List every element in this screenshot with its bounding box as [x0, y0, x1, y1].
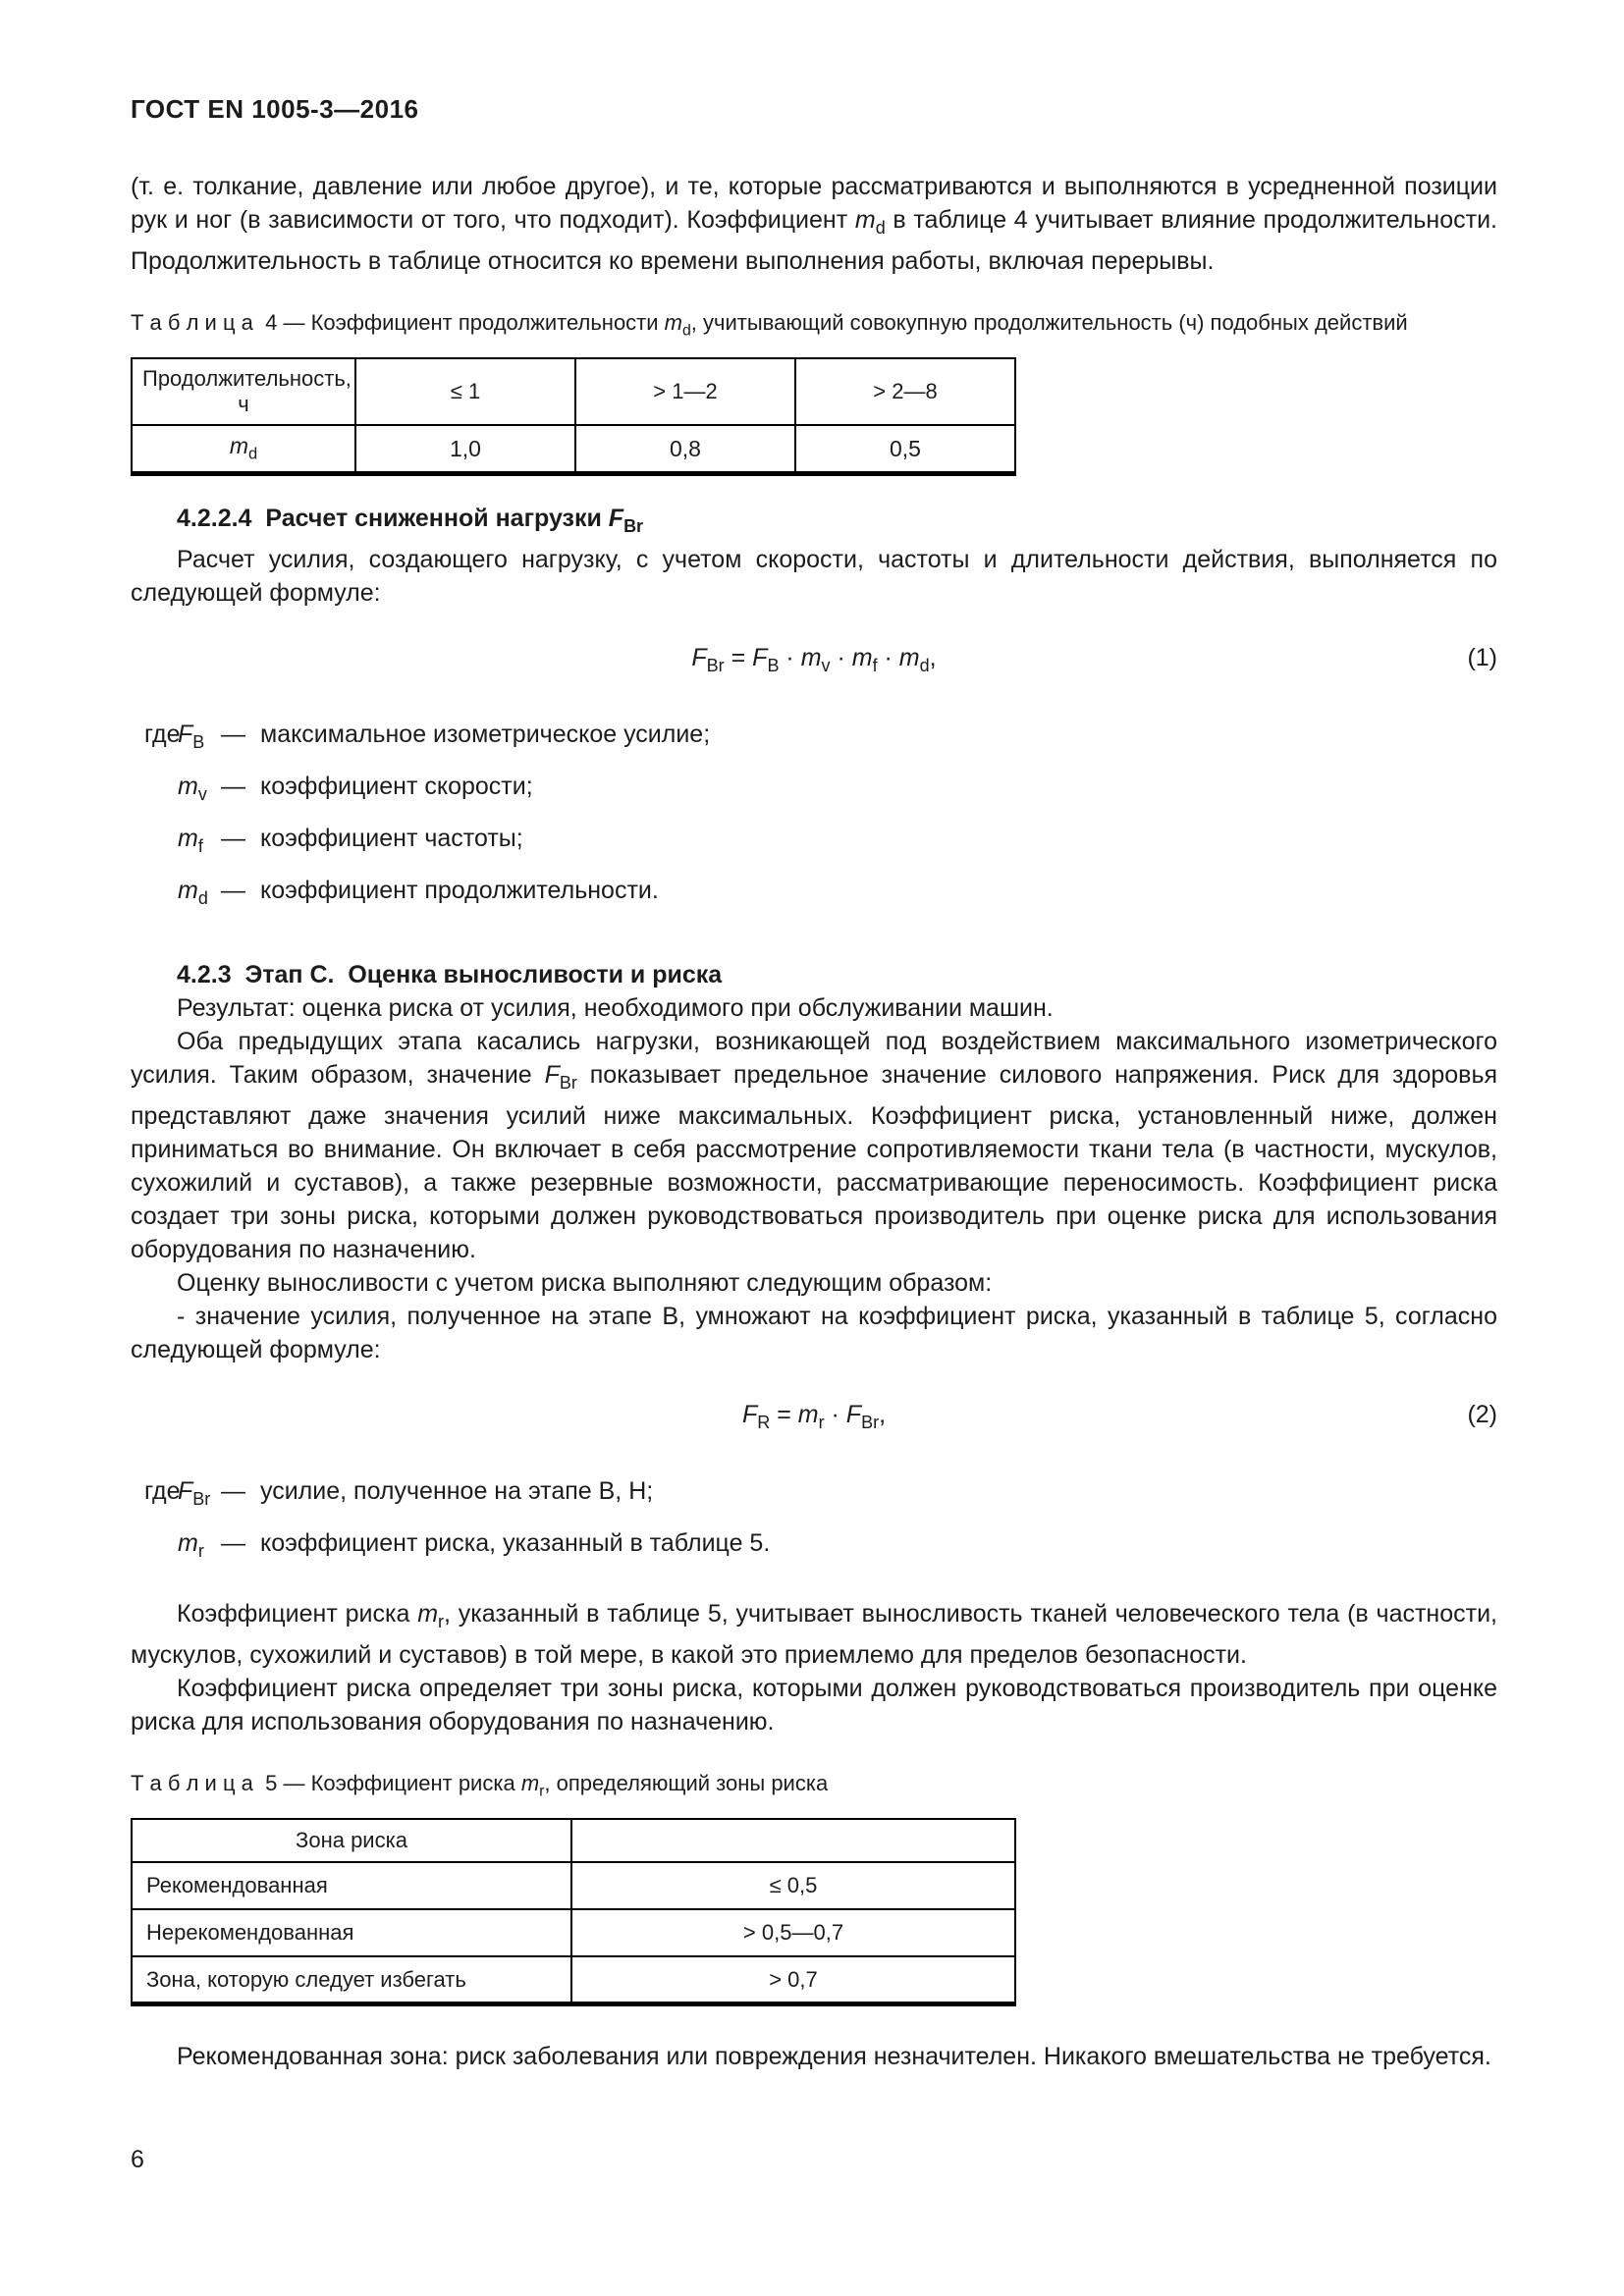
definition-symbol: $m_f$: [178, 824, 203, 856]
paragraph-closing: Рекомендованная зона: риск заболевания или повреждения незначителен. Никакого вмешательства не требуется.: [177, 2042, 1491, 2070]
definition-dash: —: [221, 1528, 245, 1557]
section-heading-423: 4.2.3 Этап С. Оценка выносливости и риска: [177, 960, 723, 988]
definition-symbol: $m_d$: [178, 876, 208, 908]
definition-lead: где: [144, 720, 181, 748]
paragraph-423-explanation: Оба предыдущих этапа касались нагрузки, возникающей под воздействием максимального изометрического усилия. Таким образом, значение $F_{Br}$ показывает предельное значение силового напряжения. Риск для здоровья представляют даже значения усилий ниже максимальных. Коэффициент риска, установленный ниже, должен приниматься во внимание. Он включает в себя рассмотрение сопротивляемости ткани тела (в частности, мускулов, сухожилий и суставов), а также резервные возможности, рассматривающие переносимость. Коэффициент риска создает три зоны риска, которыми должен руководствоваться производитель при оценке риска для использования оборудования по назначению.: [131, 1027, 1498, 1263]
paragraph-4224-intro: Расчет усилия, создающего нагрузку, с учетом скорости, частоты и длительности действия, выполняется по следующей формуле:: [131, 545, 1497, 607]
table5-row-not-recommended: [132, 1909, 1015, 1956]
table4-value-2: 0,8: [575, 425, 795, 473]
definition-lead: где: [144, 1476, 181, 1505]
table4-value-1: 1,0: [355, 425, 575, 473]
formula-2-number: (2): [1467, 1400, 1497, 1428]
definition-dash: —: [221, 772, 245, 800]
table5-row-avoid: [132, 1956, 1015, 2003]
table4-row-label: $m_d$: [132, 425, 355, 473]
definition-symbol: $m_r$: [178, 1528, 204, 1561]
paragraph-risk-zones: Коэффициент риска определяет три зоны риска, которыми должен руководствоваться производитель при оценке риска для использования оборудования по назначению.: [131, 1674, 1497, 1735]
definition-row: [131, 1526, 1497, 1568]
table5-row-recommended: [132, 1862, 1015, 1909]
formula-2: [131, 1398, 1497, 1439]
definition-symbol: $m_v$: [178, 772, 207, 804]
formula-2-expression: $F_R = m_r \cdot F_{Br}$,: [741, 1400, 887, 1432]
table4-header-duration: Продолжительность, ч: [132, 358, 355, 425]
formula-1-number: (1): [1467, 643, 1497, 671]
paragraph-423-procedure: Оценку выносливости с учетом риска выполняют следующим образом:: [177, 1268, 993, 1297]
formula-1: [131, 641, 1497, 682]
definition-dash: —: [221, 1476, 245, 1505]
table5-header-zone: Зона риска: [132, 1819, 571, 1862]
definition-text: коэффициент частоты;: [260, 824, 523, 852]
table-4-duration-coefficient: [131, 357, 1016, 476]
definition-symbol: $F_B$: [178, 720, 205, 752]
paragraph-intro: (т. е. толкание, давление или любое другое), и те, которые рассматриваются и выполняются в усредненной позиции рук и ног (в зависимости от того, что подходит). Коэффициент $m_d$ в таблице 4 учитывает влияние продолжительности. Продолжительность в таблице относится ко времени выполнения работы, включая перерывы.: [131, 173, 1497, 275]
definition-row: [131, 718, 1497, 759]
definition-row: [131, 822, 1497, 863]
table4-header-1-2: > 1—2: [575, 358, 795, 425]
document-number: ГОСТ EN 1005-3—2016: [131, 94, 419, 124]
definition-row: [131, 874, 1497, 915]
table5-zone-name: Рекомендованная: [132, 1862, 571, 1909]
formula-1-expression: $F_{Br} = F_B \cdot m_v \cdot m_f \cdot m_d$,: [691, 643, 937, 675]
section-heading-4224: 4.2.2.4 Расчет сниженной нагрузки $F_{Br}$: [177, 504, 644, 536]
formula-2-definitions: [131, 1474, 1497, 1568]
definition-text: коэффициент скорости;: [260, 772, 533, 800]
formula-1-definitions: [131, 718, 1497, 915]
definition-dash: —: [221, 876, 245, 904]
paragraph-risk-coefficient: Коэффициент риска $m_r$, указанный в таблице 5, учитывает выносливость тканей человеческого тела (в частности, мускулов, сухожилий и суставов) в той мере, в какой это приемлемо для пределов безопасности.: [131, 1599, 1497, 1669]
table5-header-value: [571, 1819, 1015, 1862]
definition-dash: —: [221, 824, 245, 852]
definition-dash: —: [221, 720, 245, 748]
table4-header-row: [132, 358, 1015, 425]
table-5-risk-zones: [131, 1818, 1016, 2006]
definition-row: [131, 770, 1497, 811]
table5-zone-name: Зона, которую следует избегать: [132, 1956, 571, 2003]
definition-symbol: $F_{Br}$: [178, 1476, 211, 1509]
definition-row: [131, 1474, 1497, 1516]
table4-caption: Т а б л и ц а 4 — Коэффициент продолжительности $m_d$, учитывающий совокупную продолжительность (ч) подобных действий: [131, 310, 1408, 340]
table5-header-row: [132, 1819, 1015, 1862]
table4-data-row: [132, 425, 1015, 473]
definition-text: усилие, полученное на этапе В, Н;: [260, 1476, 654, 1505]
table4-header-2-8: > 2—8: [795, 358, 1015, 425]
table5-zone-value: ≤ 0,5: [571, 1862, 1015, 1909]
table5-caption: Т а б л и ц а 5 — Коэффициент риска $m_r$, определяющий зоны риска: [131, 1770, 829, 1800]
table5-zone-value: > 0,7: [571, 1956, 1015, 2003]
page-number: 6: [131, 2146, 144, 2173]
definition-text: максимальное изометрическое усилие;: [260, 720, 711, 748]
page-content: [131, 94, 1497, 2073]
table4-header-le1: ≤ 1: [355, 358, 575, 425]
table5-zone-name: Нерекомендованная: [132, 1909, 571, 1956]
definition-text: коэффициент продолжительности.: [260, 876, 659, 904]
definition-text: коэффициент риска, указанный в таблице 5.: [260, 1528, 771, 1557]
paragraph-423-step: - значение усилия, полученное на этапе В, умножают на коэффициент риска, указанный в таблице 5, согласно следующей формуле:: [131, 1302, 1497, 1363]
paragraph-423-result: Результат: оценка риска от усилия, необходимого при обслуживании машин.: [177, 993, 1054, 1022]
table5-zone-value: > 0,5—0,7: [571, 1909, 1015, 1956]
table4-value-3: 0,5: [795, 425, 1015, 473]
